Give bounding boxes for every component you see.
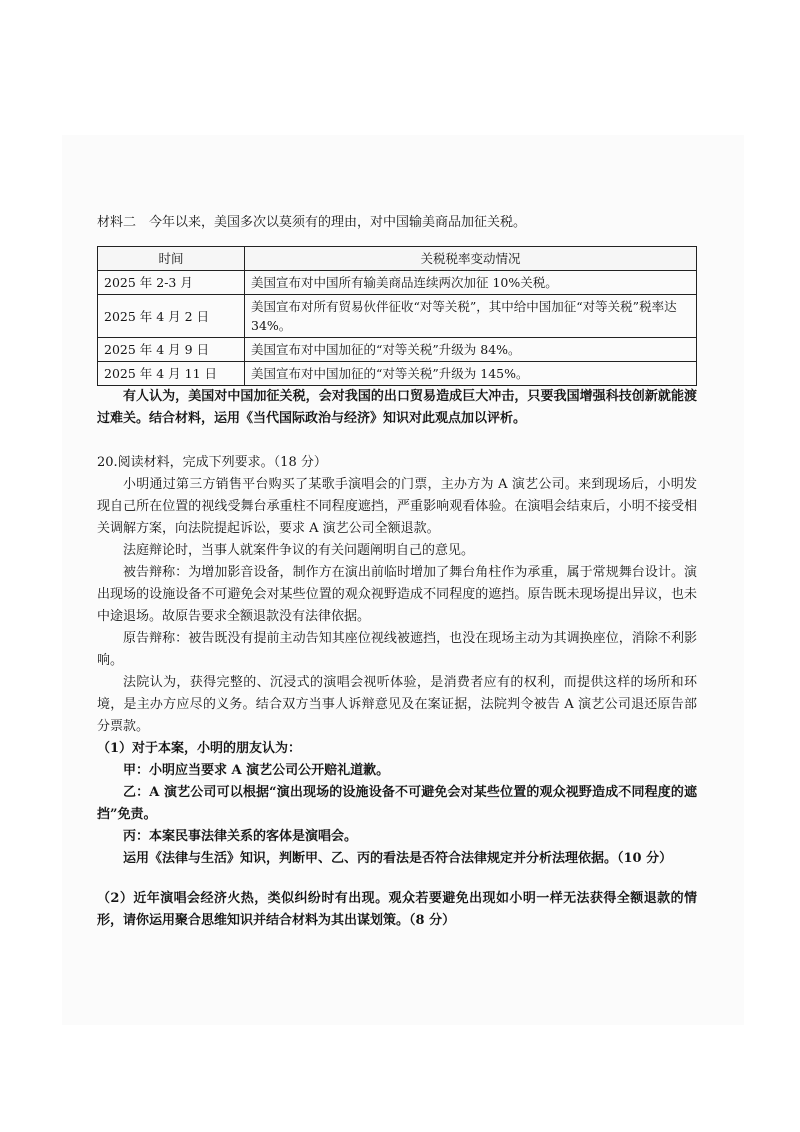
part-one-intro: （1）对于本案，小明的朋友认为： — [97, 741, 302, 756]
case-paragraph: 被告辩称：为增加影音设备，制作方在演出前临时增加了舞台角柱作为承重，属于常规舞台设计。演出现场的设施设备不可避免会对某些位置的观众视野造成不同程度的遮挡。原告既未现场提出异议，也未中途退场。故原告要求全额退款没有法律依据。 — [97, 565, 697, 624]
cell-time: 2025 年 4 月 11 日 — [98, 362, 245, 386]
case-paragraph: 小明通过第三方销售平台购买了某歌手演唱会的门票，主办方为 A 演艺公司。来到现场后，小明发现自己所在位置的视线受舞台承重柱不同程度遮挡，严重影响观看体验。在演唱会结束后，小明不接受相关调解方案，向法院提起诉讼，要求 A 演艺公司全额退款。 — [97, 477, 697, 536]
header-tariff-change: 关税税率变动情况 — [245, 247, 697, 271]
table-row — [98, 271, 697, 295]
cell-change: 美国宣布对中国加征的“对等关税”升级为 84%。 — [245, 338, 697, 362]
question-20-title: 20.阅读材料，完成下列要求。（18 分） — [97, 455, 327, 470]
case-paragraph: 法庭辩论时，当事人就案件争议的有关问题阐明自己的意见。 — [123, 543, 475, 558]
table-row — [98, 338, 697, 362]
cell-time: 2025 年 4 月 2 日 — [98, 295, 245, 338]
cell-change: 美国宣布对中国所有输美商品连续两次加征 10%关税。 — [245, 271, 697, 295]
table-header-row — [98, 247, 697, 271]
header-time: 时间 — [98, 247, 245, 271]
cell-time: 2025 年 4 月 9 日 — [98, 338, 245, 362]
material-two-heading: 材料二 今年以来，美国多次以莫须有的理由，对中国输美商品加征关税。 — [97, 215, 527, 230]
cell-change: 美国宣布对所有贸易伙伴征收“对等关税”，其中给中国加征“对等关税”税率达 34%。 — [245, 295, 697, 338]
part-one-question: 运用《法律与生活》知识，判断甲、乙、丙的看法是否符合法律规定并分析法理依据。（10 分） — [123, 851, 673, 866]
case-paragraph: 原告辩称：被告既没有提前主动告知其座位视线被遮挡，也没在现场主动为其调换座位，消除不利影响。 — [97, 631, 697, 668]
part-two-question: （2）近年演唱会经济火热，类似纠纷时有出现。观众若要避免出现如小明一样无法获得全额退款的情形，请你运用聚合思维知识并结合材料为其出谋划策。（8 分） — [97, 891, 697, 928]
case-paragraph: 法院认为，获得完整的、沉浸式的演唱会视听体验，是消费者应有的权利，而提供这样的场所和环境，是主办方应尽的义务。结合双方当事人诉辩意见及在案证据，法院判令被告 A 演艺公司退还原告部分票款。 — [97, 675, 697, 734]
material-two-question: 有人认为，美国对中国加征关税，会对我国的出口贸易造成巨大冲击，只要我国增强科技创新就能渡过难关。结合材料，运用《当代国际政治与经济》知识对此观点加以评析。 — [97, 389, 697, 426]
exam-document — [97, 212, 697, 932]
opinion-bing: 丙：本案民事法律关系的客体是演唱会。 — [123, 829, 358, 844]
table-row — [98, 295, 697, 338]
cell-time: 2025 年 2-3 月 — [98, 271, 245, 295]
opinion-yi: 乙：A 演艺公司可以根据“演出现场的设施设备不可避免会对某些位置的观众视野造成不同程度的遮挡”免责。 — [97, 785, 697, 822]
opinion-jia: 甲：小明应当要求 A 演艺公司公开赔礼道歉。 — [123, 763, 390, 778]
tariff-table — [97, 246, 697, 386]
table-row — [98, 362, 697, 386]
cell-change: 美国宣布对中国加征的“对等关税”升级为 145%。 — [245, 362, 697, 386]
